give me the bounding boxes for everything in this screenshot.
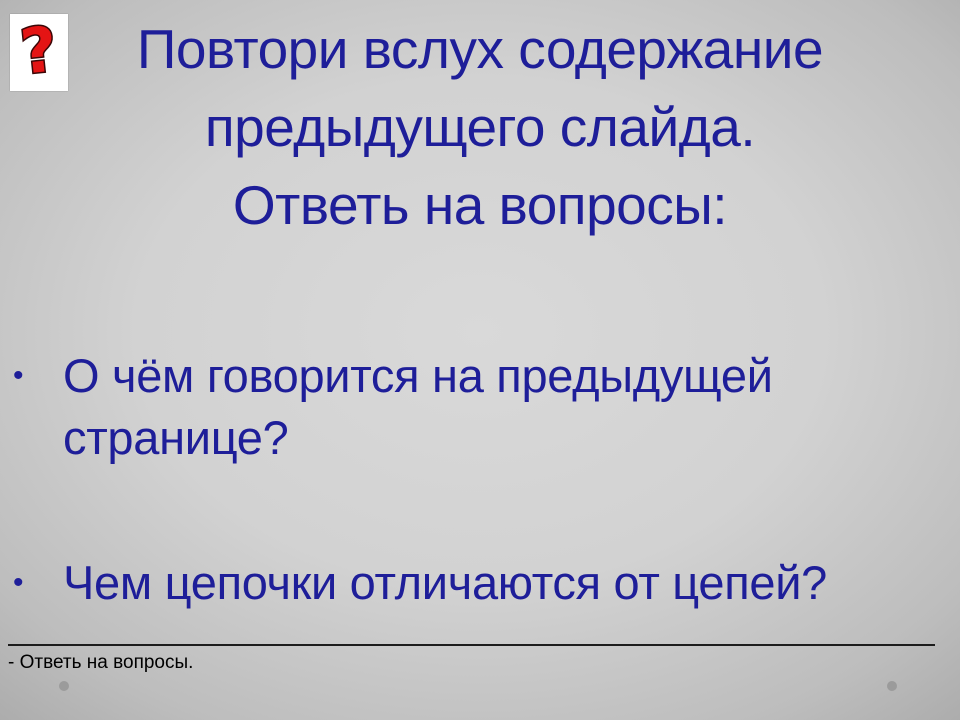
title-line-1: Повтори вслух содержание xyxy=(136,18,824,80)
slide-title xyxy=(0,10,960,244)
decorative-dot-left xyxy=(59,681,69,691)
list-item xyxy=(0,345,945,469)
question-mark-glyph: ? xyxy=(17,11,61,89)
bullet-text-1: О чём говорится на предыдущей странице? xyxy=(63,349,773,464)
bullet-text-2: Чем цепочки отличаются от цепей? xyxy=(63,556,828,609)
bullet-dot-icon: • xyxy=(13,359,24,392)
footer-note: - Ответь на вопросы. xyxy=(8,652,194,673)
footer-divider xyxy=(8,644,935,646)
title-line-3: Ответь на вопросы: xyxy=(232,174,728,236)
list-item xyxy=(0,552,945,614)
decorative-dot-right xyxy=(887,681,897,691)
bullet-dot-icon: • xyxy=(13,566,24,599)
bullet-list xyxy=(0,345,945,614)
title-line-2: предыдущего слайда. xyxy=(204,96,756,158)
